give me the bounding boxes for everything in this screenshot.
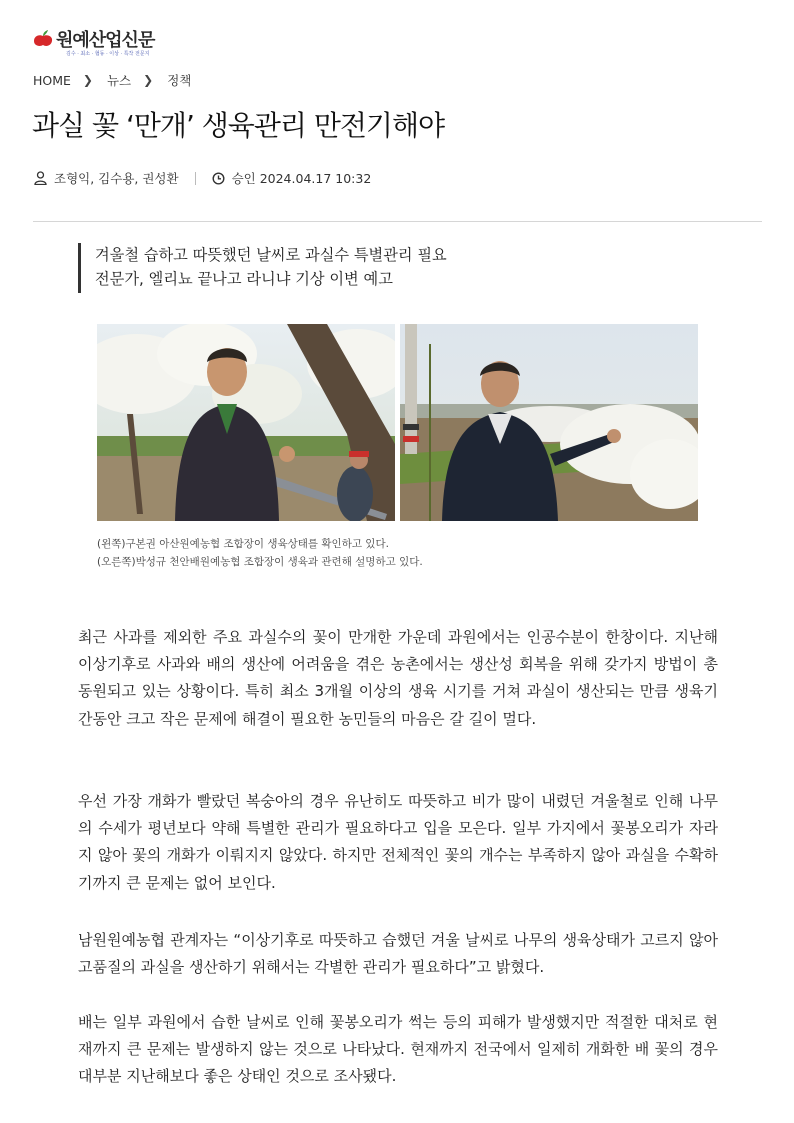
site-logo[interactable]: [32, 24, 212, 58]
article-paragraph: 우선 가장 개화가 빨랐던 복숭아의 경우 유난히도 따뜻하고 비가 많이 내렸던 겨울철로 인해 나무의 수세가 평년보다 약해 특별한 관리가 필요하다고 입을 모은다. 일부 가지에서 꽃봉오리가 자라지 않아 꽃의 개화가 이뤄지지 않았다. 하지만 전체적인 꽃의 개수는 부족하지 않아 과실을 수확하기까지 큰 문제는 없어 보인다.: [78, 792, 718, 892]
article-meta: [34, 169, 371, 187]
subtitle-line: 겨울철 습하고 따뜻했던 날씨로 과실수 특별관리 필요: [95, 246, 447, 264]
breadcrumb-news[interactable]: 뉴스: [106, 73, 132, 88]
article-authors: 조형익, 김수용, 권성환: [54, 171, 179, 186]
header-divider: [33, 221, 762, 222]
article-photo-left[interactable]: [97, 324, 395, 521]
user-icon: [34, 171, 47, 185]
caption-line: (왼쪽)구본권 아산원예농협 조합장이 생육상태를 확인하고 있다.: [97, 538, 389, 550]
chevron-right-icon: ❯: [143, 73, 154, 87]
site-name: 원예산업신문: [56, 30, 155, 51]
article-paragraph: 배는 일부 과원에서 습한 날씨로 인해 꽃봉오리가 썩는 등의 피해가 발생했지만 적절한 대처로 현재까지 큰 문제는 발생하지 않는 것으로 나타났다. 현재까지 전국에서 일제히 개화한 배 꽃의 경우 대부분 지난해보다 좋은 상태인 것으로 조사됐다.: [78, 1013, 718, 1086]
article-approved-time: 승인 2024.04.17 10:32: [231, 171, 372, 186]
breadcrumb-home[interactable]: HOME: [33, 72, 71, 88]
clock-icon: [212, 172, 225, 185]
apple-logo-icon: [32, 30, 54, 48]
article-paragraph: 남원원예농협 관계자는 “이상기후로 따뜻하고 습했던 겨울 날씨로 나무의 생육상태가 고르지 않아 고품질의 과실을 생산하기 위해서는 각별한 관리가 필요하다”고 밝혔다.: [78, 931, 718, 977]
breadcrumb-policy[interactable]: 정책: [167, 73, 192, 88]
article-paragraph: 최근 사과를 제외한 주요 과실수의 꽃이 만개한 가운데 과원에서는 인공수분이 한창이다. 지난해 이상기후로 사과와 배의 생산에 어려움을 겪은 농촌에서는 생산성 회복을 위해 갖가지 방법이 총 동원되고 있는 상황이다. 특히 최소 3개월 이상의 생육 시기를 거쳐 과실이 생산되는 만큼 생육기간동안 크고 작은 문제에 해결이 필요한 농민들의 마음은 갈 길이 멀다.: [78, 628, 718, 728]
caption-line: (오른쪽)박성규 천안배원예농협 조합장이 생육과 관련해 설명하고 있다.: [97, 556, 423, 568]
article-photo-right[interactable]: [400, 324, 698, 521]
meta-divider: [195, 172, 196, 185]
article-title: 과실 꽃 ‘만개’ 생육관리 만전기해야: [32, 109, 445, 142]
chevron-right-icon: ❯: [82, 73, 93, 87]
site-tagline: 김수 · 최소 · 협동 · 이상 · 특작 전문지: [66, 51, 150, 57]
photo-caption: [97, 535, 423, 571]
subtitle-line: 전문가, 엘리뇨 끝나고 라니냐 기상 이변 예고: [95, 270, 393, 288]
breadcrumb: [33, 71, 191, 89]
article-subtitle: [78, 243, 447, 293]
